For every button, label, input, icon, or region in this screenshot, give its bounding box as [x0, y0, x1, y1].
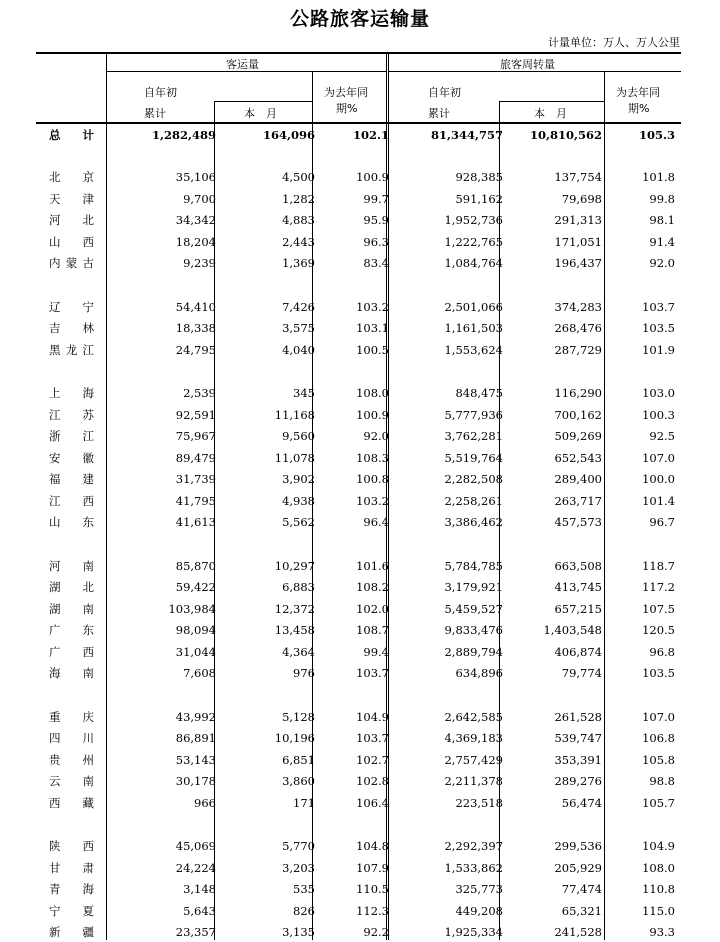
value-cell: 75,967: [175, 429, 216, 443]
value-cell: 12,372: [274, 601, 315, 616]
value-cell: 928,385: [455, 170, 503, 184]
region-name: 甘 肃: [49, 860, 94, 875]
value-cell: 92,591: [175, 407, 216, 422]
value-cell: 4,883: [282, 213, 315, 227]
value-cell: 96.3: [363, 234, 389, 249]
region-name: 天 津: [49, 191, 94, 206]
value-cell: 103.7: [356, 666, 389, 680]
value-cell: 2,211,378: [444, 774, 503, 788]
value-cell: 56,474: [561, 795, 602, 810]
value-cell: 103,984: [168, 601, 216, 616]
value-cell: 2,757,429: [444, 752, 503, 767]
value-cell: 449,208: [455, 903, 503, 918]
value-cell: 5,128: [282, 709, 315, 724]
value-cell: 2,282,508: [444, 472, 503, 486]
value-cell: 31,739: [175, 472, 216, 486]
value-cell: 3,575: [282, 321, 315, 335]
table-row: [36, 448, 681, 468]
value-cell: 116,290: [554, 386, 602, 400]
value-cell: 101.4: [642, 493, 675, 508]
value-cell: 7,608: [183, 666, 216, 680]
table-row: [36, 210, 681, 230]
region-name: 河 北: [49, 213, 94, 227]
value-cell: 43,992: [175, 709, 216, 724]
table-row: [36, 491, 681, 511]
value-cell: 100.0: [642, 472, 675, 486]
value-cell: 105.7: [642, 795, 675, 810]
region-name: 广 东: [49, 623, 94, 637]
value-cell: 106.4: [356, 795, 389, 810]
value-cell: 11,168: [274, 407, 315, 422]
value-cell: 34,342: [175, 213, 216, 227]
table-row: [36, 167, 681, 187]
region-name: 吉 林: [49, 321, 94, 335]
value-cell: 18,204: [175, 234, 216, 249]
value-cell: 23,357: [175, 925, 216, 939]
value-cell: 3,148: [183, 882, 216, 896]
value-cell: 3,179,921: [444, 580, 503, 594]
value-cell: 406,874: [554, 644, 602, 659]
table-row: [36, 512, 681, 532]
table-row: [36, 663, 681, 683]
value-cell: 1,222,765: [444, 234, 503, 249]
value-cell: 95.9: [363, 213, 389, 227]
value-cell: 5,519,764: [444, 450, 503, 465]
value-cell: 83.4: [363, 256, 389, 270]
value-cell: 1,533,862: [444, 860, 503, 875]
value-cell: 99.8: [649, 191, 675, 206]
value-cell: 92.0: [649, 256, 675, 270]
value-cell: 3,762,281: [444, 429, 503, 443]
value-cell: 826: [293, 903, 315, 918]
table-row: [36, 793, 681, 813]
value-cell: 1,282,489: [151, 128, 216, 142]
value-cell: 79,774: [561, 666, 602, 680]
value-cell: 6,883: [282, 580, 315, 594]
value-cell: 108.2: [356, 580, 389, 594]
region-name: 江 苏: [49, 407, 94, 422]
value-cell: 99.4: [363, 644, 389, 659]
value-cell: 54,410: [175, 299, 216, 314]
value-cell: 104.9: [356, 709, 389, 724]
unit-note: 计量单位：万人、万人公里: [548, 36, 680, 49]
header-ytd-1-line2: 累计: [144, 107, 166, 120]
value-cell: 85,870: [175, 558, 216, 573]
value-cell: 3,902: [282, 472, 315, 486]
value-cell: 4,938: [282, 493, 315, 508]
value-cell: 117.2: [642, 580, 675, 594]
region-name: 西 藏: [49, 795, 94, 810]
table-row: [36, 405, 681, 425]
table-row: [36, 620, 681, 640]
value-cell: 591,162: [455, 191, 503, 206]
value-cell: 107.0: [642, 450, 675, 465]
region-name: 河 南: [49, 558, 94, 573]
value-cell: 509,269: [554, 429, 602, 443]
value-cell: 634,896: [455, 666, 503, 680]
value-cell: 11,078: [274, 450, 315, 465]
value-cell: 45,069: [175, 839, 216, 853]
value-cell: 104.9: [642, 839, 675, 853]
region-name: 海 南: [49, 666, 94, 680]
table-row: [36, 318, 681, 338]
table-row: [36, 599, 681, 619]
value-cell: 102.8: [356, 774, 389, 788]
value-cell: 104.8: [356, 839, 389, 853]
table-row: [36, 901, 681, 921]
value-cell: 663,508: [554, 558, 602, 573]
header-yoy-1-line2: 期%: [336, 102, 358, 115]
value-cell: 108.0: [356, 386, 389, 400]
value-cell: 107.0: [642, 709, 675, 724]
value-cell: 108.7: [356, 623, 389, 637]
region-name: 青 海: [49, 882, 94, 896]
value-cell: 413,745: [554, 580, 602, 594]
value-cell: 103.2: [356, 493, 389, 508]
value-cell: 2,539: [183, 386, 216, 400]
value-cell: 4,369,183: [444, 731, 503, 745]
value-cell: 110.8: [642, 882, 675, 896]
value-cell: 98,094: [175, 623, 216, 637]
region-name: 贵 州: [49, 752, 94, 767]
table-row: [36, 750, 681, 770]
region-name: 广 西: [49, 644, 94, 659]
header-passenger-volume: 客运量: [226, 58, 259, 71]
value-cell: 1,282: [282, 191, 315, 206]
value-cell: 9,239: [183, 256, 216, 270]
table-row: [36, 642, 681, 662]
value-cell: 2,443: [282, 234, 315, 249]
header-yoy-2-line1: 为去年同: [616, 86, 660, 99]
value-cell: 59,422: [175, 580, 216, 594]
value-cell: 10,810,562: [529, 128, 602, 142]
value-cell: 1,161,503: [444, 321, 503, 335]
value-cell: 107.9: [356, 860, 389, 875]
value-cell: 9,833,476: [444, 623, 503, 637]
value-cell: 31,044: [175, 644, 216, 659]
value-cell: 3,386,462: [444, 515, 503, 529]
value-cell: 848,475: [455, 386, 503, 400]
value-cell: 2,258,261: [444, 493, 503, 508]
region-name: 新 疆: [49, 925, 94, 939]
region-name: 黑龙江: [49, 342, 94, 357]
table-row: [36, 556, 681, 576]
value-cell: 24,224: [175, 860, 216, 875]
value-cell: 96.8: [649, 644, 675, 659]
value-cell: 1,553,624: [444, 342, 503, 357]
value-cell: 3,860: [282, 774, 315, 788]
value-cell: 100.3: [642, 407, 675, 422]
table-row: [36, 879, 681, 899]
value-cell: 4,040: [282, 342, 315, 357]
value-cell: 100.5: [356, 342, 389, 357]
value-cell: 1,369: [282, 256, 315, 270]
value-cell: 24,795: [175, 342, 216, 357]
value-cell: 3,203: [282, 860, 315, 875]
value-cell: 4,500: [282, 170, 315, 184]
header-ytd-1-line1: 自年初: [144, 86, 177, 99]
value-cell: 107.5: [642, 601, 675, 616]
value-cell: 30,178: [175, 774, 216, 788]
value-cell: 53,143: [175, 752, 216, 767]
value-cell: 261,528: [554, 709, 602, 724]
value-cell: 171: [293, 795, 315, 810]
value-cell: 700,162: [554, 407, 602, 422]
value-cell: 5,459,527: [444, 601, 503, 616]
table-row: [36, 340, 681, 360]
value-cell: 101.8: [642, 170, 675, 184]
value-cell: 79,698: [561, 191, 602, 206]
value-cell: 41,613: [175, 515, 216, 529]
value-cell: 353,391: [554, 752, 602, 767]
value-cell: 1,925,334: [444, 925, 503, 939]
table-row: [36, 771, 681, 791]
value-cell: 5,784,785: [444, 558, 503, 573]
header-yoy-2-line2: 期%: [628, 102, 650, 115]
value-cell: 92.2: [363, 925, 389, 939]
region-name: 重 庆: [49, 709, 94, 724]
header-month-1: 本 月: [244, 107, 277, 120]
region-name: 内蒙古: [49, 256, 94, 270]
table-row: [36, 922, 681, 942]
value-cell: 289,276: [554, 774, 602, 788]
value-cell: 77,474: [561, 882, 602, 896]
value-cell: 102.7: [356, 752, 389, 767]
value-cell: 2,292,397: [444, 839, 503, 853]
value-cell: 535: [293, 882, 315, 896]
region-name: 湖 南: [49, 601, 94, 616]
table-row: [36, 232, 681, 252]
value-cell: 2,889,794: [444, 644, 503, 659]
value-cell: 98.8: [649, 774, 675, 788]
value-cell: 325,773: [455, 882, 503, 896]
value-cell: 108.3: [356, 450, 389, 465]
value-cell: 103.1: [356, 321, 389, 335]
value-cell: 108.0: [642, 860, 675, 875]
value-cell: 102.0: [356, 601, 389, 616]
table-row: [36, 858, 681, 878]
value-cell: 539,747: [554, 731, 602, 745]
value-cell: 13,458: [274, 623, 315, 637]
month-underline-2: [499, 101, 604, 102]
value-cell: 103.2: [356, 299, 389, 314]
value-cell: 100.9: [356, 407, 389, 422]
value-cell: 105.8: [642, 752, 675, 767]
value-cell: 106.8: [642, 731, 675, 745]
total-row: [36, 125, 681, 145]
header-bottom-rule: [36, 122, 681, 124]
table-row: [36, 189, 681, 209]
value-cell: 5,643: [183, 903, 216, 918]
value-cell: 6,851: [282, 752, 315, 767]
value-cell: 91.4: [649, 234, 675, 249]
region-name: 安 徽: [49, 450, 94, 465]
value-cell: 3,135: [282, 925, 315, 939]
value-cell: 10,196: [274, 731, 315, 745]
value-cell: 92.0: [363, 429, 389, 443]
value-cell: 205,929: [554, 860, 602, 875]
region-name: 湖 北: [49, 580, 94, 594]
value-cell: 120.5: [642, 623, 675, 637]
value-cell: 103.7: [642, 299, 675, 314]
value-cell: 241,528: [554, 925, 602, 939]
region-name: 山 西: [49, 234, 94, 249]
value-cell: 196,437: [554, 256, 602, 270]
value-cell: 137,754: [554, 170, 602, 184]
value-cell: 65,321: [561, 903, 602, 918]
value-cell: 9,700: [183, 191, 216, 206]
value-cell: 110.5: [356, 882, 389, 896]
value-cell: 1,084,764: [444, 256, 503, 270]
value-cell: 115.0: [642, 903, 675, 918]
region-name: 浙 江: [49, 429, 94, 443]
value-cell: 966: [194, 795, 216, 810]
header-ytd-2-line2: 累计: [428, 107, 450, 120]
value-cell: 263,717: [554, 493, 602, 508]
value-cell: 92.5: [649, 429, 675, 443]
region-name: 北 京: [49, 170, 94, 184]
header-yoy-1-line1: 为去年同: [324, 86, 368, 99]
table-top-rule: [36, 52, 681, 54]
value-cell: 7,426: [282, 299, 315, 314]
region-name: 福 建: [49, 472, 94, 486]
value-cell: 96.7: [649, 515, 675, 529]
table-row: [36, 297, 681, 317]
region-name: 陕 西: [49, 839, 94, 853]
header-month-2: 本 月: [534, 107, 567, 120]
value-cell: 89,479: [175, 450, 216, 465]
page-title: 公路旅客运输量: [289, 8, 430, 30]
value-cell: 5,770: [282, 839, 315, 853]
month-underline-1: [214, 101, 312, 102]
region-name: 山 东: [49, 515, 94, 529]
value-cell: 41,795: [175, 493, 216, 508]
value-cell: 101.6: [356, 558, 389, 573]
region-name: 云 南: [49, 774, 94, 788]
value-cell: 457,573: [554, 515, 602, 529]
header-ytd-2-line1: 自年初: [428, 86, 461, 99]
value-cell: 103.0: [642, 386, 675, 400]
value-cell: 118.7: [642, 558, 675, 573]
value-cell: 223,518: [455, 795, 503, 810]
region-name: 江 西: [49, 493, 94, 508]
table-row: [36, 836, 681, 856]
value-cell: 2,501,066: [444, 299, 503, 314]
value-cell: 10,297: [274, 558, 315, 573]
value-cell: 99.7: [363, 191, 389, 206]
value-cell: 268,476: [554, 321, 602, 335]
table-row: [36, 426, 681, 446]
value-cell: 652,543: [554, 450, 602, 465]
region-name: 四 川: [49, 731, 94, 745]
region-name: 宁 夏: [49, 903, 94, 918]
value-cell: 18,338: [175, 321, 216, 335]
value-cell: 1,403,548: [543, 623, 602, 637]
region-name: 总 计: [49, 128, 94, 142]
value-cell: 35,106: [175, 170, 216, 184]
value-cell: 103.5: [642, 666, 675, 680]
value-cell: 287,729: [554, 342, 602, 357]
value-cell: 171,051: [554, 234, 602, 249]
table-row: [36, 707, 681, 727]
value-cell: 101.9: [642, 342, 675, 357]
value-cell: 100.9: [356, 170, 389, 184]
table-row: [36, 253, 681, 273]
value-cell: 289,400: [554, 472, 602, 486]
region-name: 上 海: [49, 386, 94, 400]
value-cell: 1,952,736: [444, 213, 503, 227]
header-passenger-turnover: 旅客周转量: [500, 58, 555, 71]
value-cell: 86,891: [175, 731, 216, 745]
value-cell: 105.3: [638, 128, 675, 142]
value-cell: 345: [293, 386, 315, 400]
value-cell: 98.1: [649, 213, 675, 227]
value-cell: 103.7: [356, 731, 389, 745]
region-name: 辽 宁: [49, 299, 94, 314]
value-cell: 96.4: [363, 515, 389, 529]
table-row: [36, 728, 681, 748]
value-cell: 5,777,936: [444, 407, 503, 422]
table-row: [36, 577, 681, 597]
value-cell: 100.8: [356, 472, 389, 486]
table-row: [36, 469, 681, 489]
value-cell: 657,215: [554, 601, 602, 616]
value-cell: 93.3: [649, 925, 675, 939]
value-cell: 291,313: [554, 213, 602, 227]
value-cell: 9,560: [282, 429, 315, 443]
value-cell: 112.3: [356, 903, 389, 918]
value-cell: 164,096: [262, 128, 315, 142]
value-cell: 5,562: [282, 515, 315, 529]
value-cell: 299,536: [554, 839, 602, 853]
value-cell: 2,642,585: [444, 709, 503, 724]
value-cell: 103.5: [642, 321, 675, 335]
value-cell: 4,364: [282, 644, 315, 659]
value-cell: 81,344,757: [430, 128, 503, 142]
table-row: [36, 383, 681, 403]
value-cell: 976: [293, 666, 315, 680]
value-cell: 102.1: [352, 128, 389, 142]
value-cell: 374,283: [554, 299, 602, 314]
